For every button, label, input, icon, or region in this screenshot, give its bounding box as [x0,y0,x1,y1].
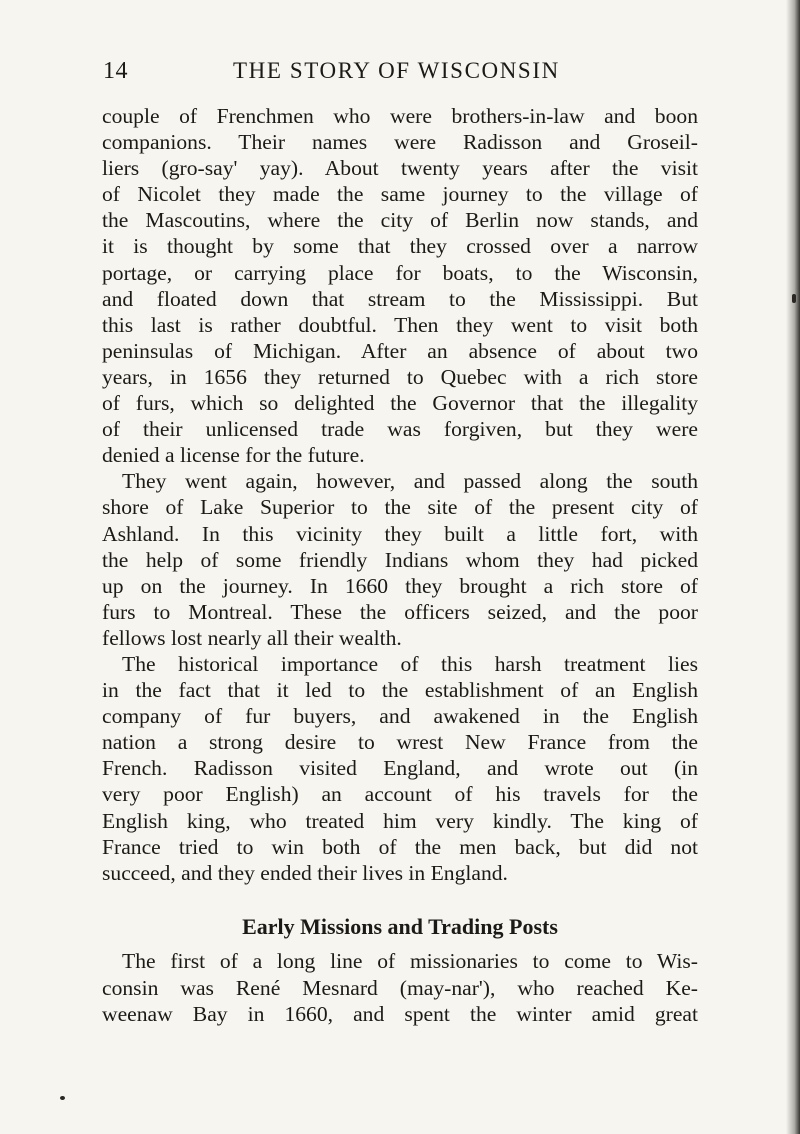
text-line: of their unlicensed trade was forgiven, but they were [102,417,698,442]
text-line: peninsulas of Michigan. After an absence of about two [102,338,698,363]
paragraph-1 [102,103,698,468]
paragraph-2 [102,468,698,651]
text-line: portage, or carrying place for boats, to the Wisconsin, [102,260,698,285]
text-line: and floated down that stream to the Mississippi. But [102,286,698,311]
text-line: denied a license for the future. [102,443,365,468]
page-number: 14 [103,58,128,84]
text-line: nation a strong desire to wrest New France from the [102,730,698,755]
text-line: furs to Montreal. These the officers seized, and the poor [102,599,698,624]
text-line: weenaw Bay in 1660, and spent the winter amid great [102,1002,698,1026]
ink-speck [60,1096,65,1100]
text-line: couple of Frenchmen who were brothers-in-law and boon [102,104,698,128]
text-line: the help of some friendly Indians whom they had picked [102,547,698,572]
text-line: companions. Their names were Radisson and Groseil- [102,130,698,155]
ink-speck [792,294,796,303]
text-line: in the fact that it led to the establishment of an English [102,678,698,703]
text-line: years, in 1656 they returned to Quebec with a rich store [102,364,698,389]
paragraph-3 [102,651,698,886]
section-heading: Early Missions and Trading Posts [242,914,558,939]
text-line: company of fur buyers, and awakened in the English [102,704,698,729]
text-line: France tried to win both of the men back, but did not [102,834,698,859]
text-line: up on the journey. In 1660 they brought a rich store of [102,573,698,598]
running-title: THE STORY OF WISCONSIN [233,58,560,83]
text-line: the Mascoutins, where the city of Berlin now stands, and [102,208,698,233]
page-edge-shadow [786,0,800,1134]
body-text [102,103,698,886]
text-line: The first of a long line of missionaries to come to Wis- [122,949,698,973]
text-line: consin was René Mesnard (may-nar'), who reached Ke- [102,975,698,1000]
text-line: shore of Lake Superior to the site of the present city of [102,495,698,520]
text-line: of Nicolet they made the same journey to the village of [102,182,698,207]
page-header [103,58,703,92]
text-line: English king, who treated him very kindly. The king of [102,808,698,833]
text-line: fellows lost nearly all their wealth. [102,625,402,650]
text-line: this last is rather doubtful. Then they went to visit both [102,312,698,337]
text-line: French. Radisson visited England, and wrote out (in [102,756,698,781]
text-line: succeed, and they ended their lives in England. [102,860,508,885]
section-text [102,948,698,1028]
text-line: Ashland. In this vicinity they built a little fort, with [102,521,698,546]
text-line: The historical importance of this harsh treatment lies [122,651,698,676]
text-line: They went again, however, and passed along the south [122,469,698,494]
text-line: very poor English) an account of his travels for the [102,782,698,807]
text-line: of furs, which so delighted the Governor that the illegality [102,391,698,416]
text-line: liers (gro-say' yay). About twenty years after the visit [102,156,698,181]
text-line: it is thought by some that they crossed over a narrow [102,234,698,259]
